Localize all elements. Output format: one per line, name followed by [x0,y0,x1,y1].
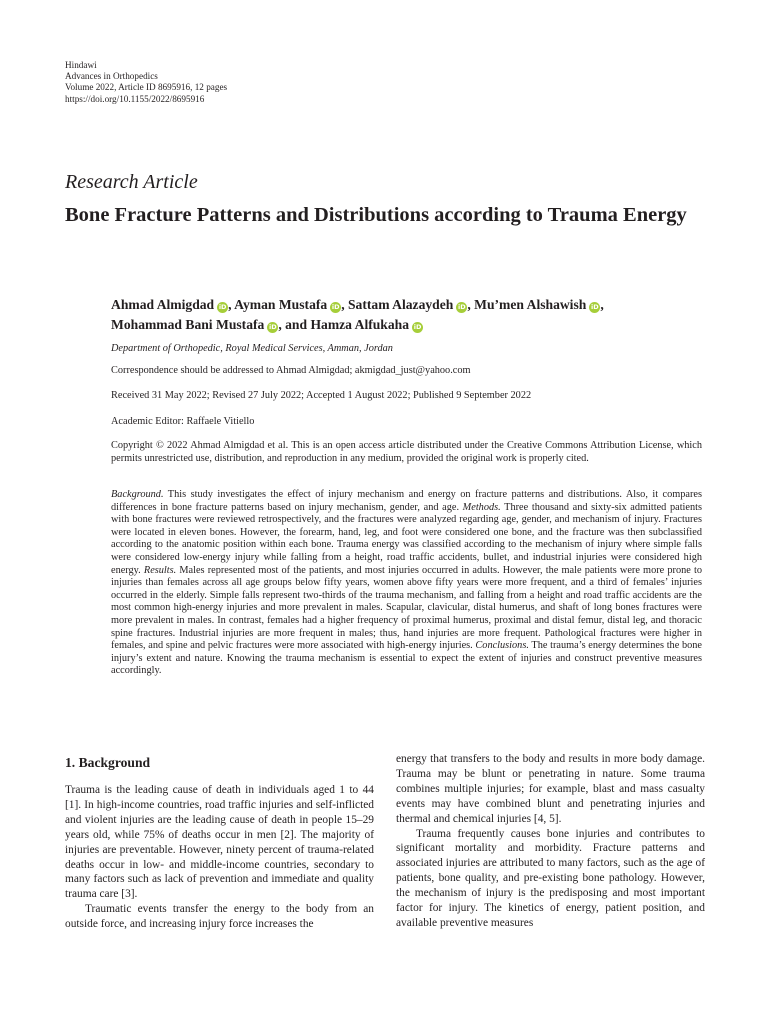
affiliation: Department of Orthopedic, Royal Medical Services, Amman, Jordan [111,343,393,354]
article-type: Research Article [65,171,198,193]
author-separator: , [467,297,475,312]
abstract-conclusions-text: The trauma’s energy determines the bone injury’s extent and nature. Knowing the trauma mechanism is essential to expect the extent of injuries and construct preventive measures accordingly. [111,640,702,677]
abstract-background-text: This study investigates the effect of injury mechanism and energy on fracture patterns and distributions. Also, it compares differences in bone fracture patterns based on injury mechanism, gender, and age. [111,489,702,513]
publication-dates: Received 31 May 2022; Revised 27 July 2022; Accepted 1 August 2022; Published 9 September 2022 [111,390,532,401]
author-separator: , and [278,317,311,332]
author-name[interactable]: Sattam Alazaydeh [347,297,454,312]
doi-link[interactable]: https://doi.org/10.1155/2022/8695916 [65,93,205,104]
author-separator: , [341,297,348,312]
section-heading: 1. Background [65,755,151,770]
author-name[interactable]: Mohammad Bani Mustafa [111,317,265,332]
abstract-methods-label: Methods. [462,501,501,513]
orcid-icon[interactable]: iD [218,303,227,311]
author-list [111,295,711,335]
orcid-icon[interactable]: iD [458,303,466,311]
copyright-notice: Copyright © 2022 Ahmad Almigdad et al. This is an open access article distributed under the Creative Commons Attribution License, which permits unrestricted use, distribution, and reproduction in any medium, provided the original work is properly cited. [111,440,702,464]
orcid-icon[interactable]: iD [413,323,422,331]
author-name[interactable]: Hamza Alfukaha [310,317,410,332]
right-column [396,752,705,931]
academic-editor: Academic Editor: Raffaele Vitiello [111,416,255,427]
body-paragraph: Trauma is the leading cause of death in individuals aged 1 to 44 [1]. In high-income countries, road traffic injuries and self-inflicted and violent injuries are the leading cause of death in people 15–29 years old, while 75% of deaths occur in men [2]. The majority of injuries are preventable. However, ninety percent of trauma-related deaths occur in low- and middle-income countries, secondary to many factors such as lack of prevention and immediate and quality trauma care [3]. [65,784,374,901]
body-paragraph: energy that transfers to the body and results in more body damage. Trauma may be blunt or penetrating in nature. Some trauma combines multiple injuries; for example, blast and mass casualty events may have combined blunt and penetrating injuries and thermal and chemical injuries [4, 5]. [396,753,705,825]
abstract [111,489,702,678]
abstract-methods-text: Three thousand and sixty-six admitted patients with bone fractures were reviewed retrospectively, and the fractures were analyzed regarding age, gender, and mechanism of injury. Fractures were located in eleven bones. However, the forearm, hand, leg, and foot were considered one bone, and the fracture was then subclassified according to the anatomic position within each bone. Trauma energy was classified according to the mechanism of injury where simple falls were considered low-energy injury while falling from a height, road traffic accidents, bullet, and industrial injuries were considered high energy. [111,501,703,576]
orcid-icon[interactable]: iD [331,303,340,311]
orcid-icon[interactable]: iD [269,323,277,331]
body-paragraph: Traumatic events transfer the energy to the body from an outside force, and increasing injury force increases the [65,903,374,931]
author-separator: , [228,297,235,312]
journal-name: Advances in Orthopedics [65,71,158,82]
author-name[interactable]: Ahmad Almigdad [111,297,215,312]
left-column [65,783,374,932]
journal-header [65,60,227,105]
author-name[interactable]: Mu’men Alshawish [474,297,587,312]
article-title: Bone Fracture Patterns and Distributions according to Trauma Energy [65,204,687,226]
body-paragraph: Trauma frequently causes bone injuries and contributes to significant mortality and morbidity. Fracture patterns and associated injuries are attributed to many factors, such as the age of patients, bone quality, and pre-existing bone pathology. However, the mechanism of injury is the predisposing and most important factor for injury. The kinetics of energy, patient position, and available preventive measures [396,827,705,929]
volume-info: Volume 2022, Article ID 8695916, 12 pages [65,82,228,93]
abstract-results-label: Results. [143,564,177,576]
author-separator: , [600,297,604,312]
publisher-name: Hindawi [65,60,97,70]
abstract-conclusions-label: Conclusions. [475,640,529,652]
orcid-icon[interactable]: iD [591,303,599,311]
author-name[interactable]: Ayman Mustafa [234,297,328,312]
abstract-results-text: Males represented most of the patients, and most injuries occurred in adults. However, the male patients were more prone to injuries than females across all age groups below fifty years, women above fifty years were more frequent, and a third of females’ injuries occurred in the elderly. Simple falls represent two-thirds of the trauma mechanism, and falling from a height and road traffic accidents are the most common high-energy injuries and more prevalent in males. Scapular, clavicular, distal humerus, and shaft of long bones fractures were more prevalent in males. In contrast, females had a higher frequency of proximal humerus, proximal and distal femur, distal leg, and thoracic spine fractures. Industrial injuries are more frequent in males; thus, hand injuries are more frequent. Pathological fractures were higher in females, and spine and pelvic fractures were more associated with high-energy injuries. [111,564,702,652]
correspondence: Correspondence should be addressed to Ahmad Almigdad; akmigdad_just@yahoo.com [111,365,471,376]
abstract-background-label: Background. [111,489,164,500]
